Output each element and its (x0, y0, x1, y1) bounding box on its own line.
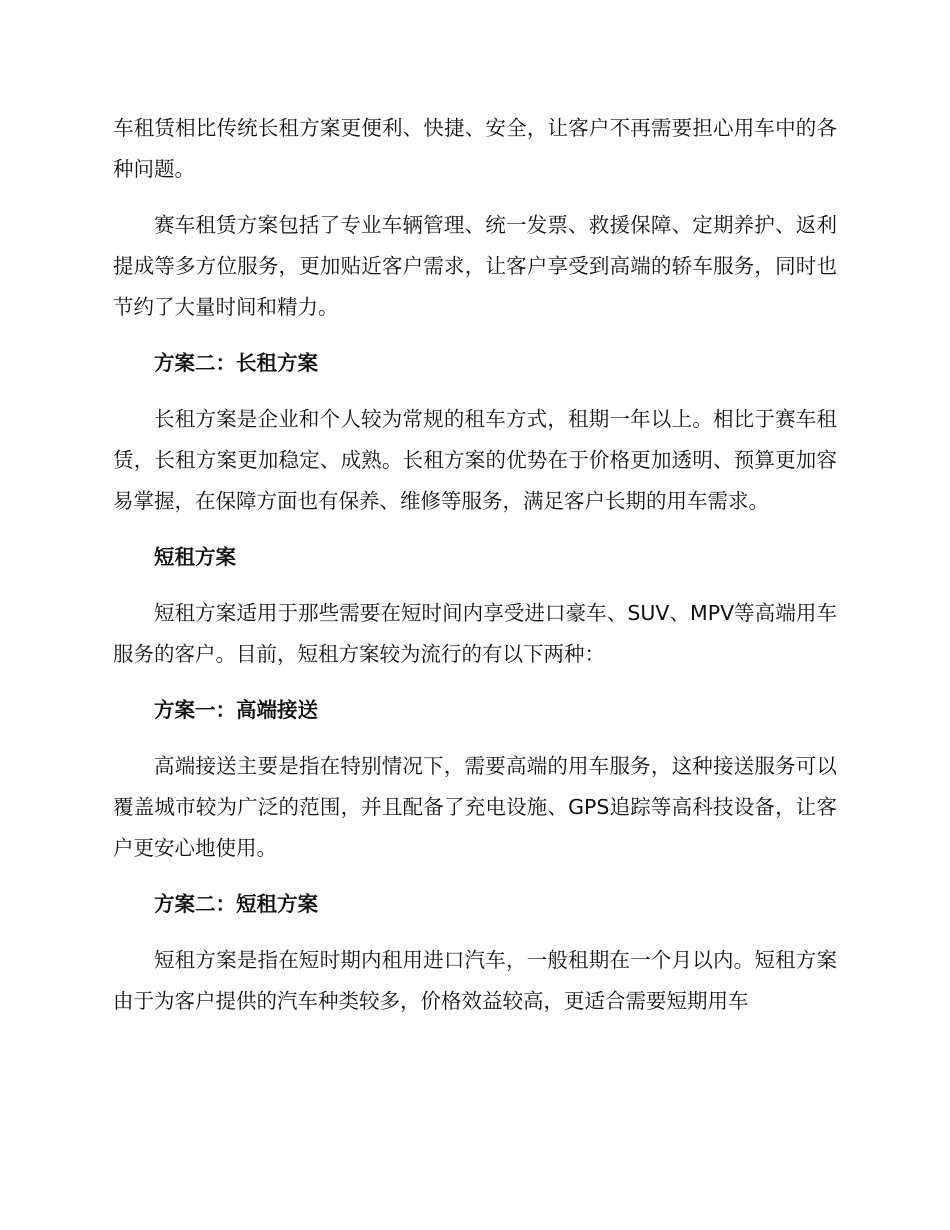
paragraph-race-rental-services: 赛车租赁方案包括了专业车辆管理、统一发票、救援保障、定期养护、返利提成等多方位服务，更加贴近客户需求，让客户享受到高端的轿车服务，同时也节约了大量时间和精力。 (113, 213, 837, 319)
heading-long-term-plan: 方案二：长租方案 (154, 351, 318, 375)
paragraph-continuation: 车租赁相比传统长租方案更便利、快捷、安全，让客户不再需要担心用车中的各种问题。 (113, 116, 837, 181)
document-body (113, 108, 837, 1037)
heading-premium-transfer: 方案一：高端接送 (154, 698, 318, 722)
paragraph-short-term-intro: 短租方案适用于那些需要在短时间内享受进口豪车、SUV、MPV等高端用车服务的客户。目前，短租方案较为流行的有以下两种： (113, 601, 837, 666)
paragraph-premium-transfer: 高端接送主要是指在特别情况下，需要高端的用车服务，这种接送服务可以覆盖城市较为广泛的范围，并且配备了充电设施、GPS追踪等高科技设备，让客户更安心地使用。 (113, 754, 837, 860)
paragraph-short-term-plan: 短租方案是指在短时期内租用进口汽车，一般租期在一个月以内。短租方案由于为客户提供的汽车种类较多，价格效益较高，更适合需要短期用车 (113, 948, 837, 1013)
paragraph-long-term-plan: 长租方案是企业和个人较为常规的租车方式，租期一年以上。相比于赛车租赁，长租方案更加稳定、成熟。长租方案的优势在于价格更加透明、预算更加容易掌握，在保障方面也有保养、维修等服务，满足客户长期的用车需求。 (113, 407, 837, 513)
heading-short-term-plan: 方案二：短租方案 (154, 892, 318, 916)
heading-short-term-plans: 短租方案 (154, 545, 236, 569)
